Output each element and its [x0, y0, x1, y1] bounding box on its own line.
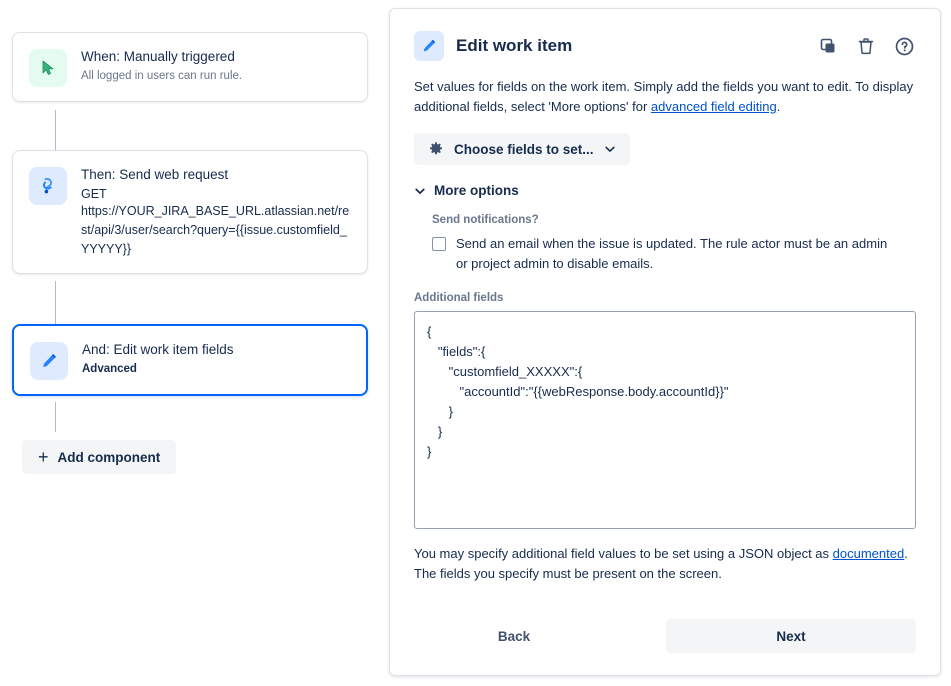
help-icon[interactable] — [892, 34, 916, 58]
panel-header-actions — [816, 34, 916, 58]
helper-text-end: . The fields you specify must be present on the screen. — [414, 546, 908, 581]
rule-node-subtitle: All logged in users can run rule. — [81, 70, 243, 82]
choose-fields-label: Choose fields to set... — [454, 141, 594, 157]
documented-link[interactable]: documented — [832, 546, 905, 561]
send-web-request-icon — [29, 167, 67, 205]
back-button[interactable]: Back — [414, 619, 614, 653]
chain-connector — [55, 281, 56, 325]
advanced-field-editing-link[interactable]: advanced field editing — [650, 99, 777, 114]
rule-node-title: Then: Send web request — [81, 167, 229, 182]
chain-connector — [55, 402, 56, 432]
rule-node-trigger[interactable] — [12, 32, 368, 102]
rule-node-url: https://YOUR_JIRA_BASE_URL.atlassian.net/rest/api/3/user/search?query={{issue.customfield_YYYYY}} — [81, 204, 350, 256]
more-options-label: More options — [434, 183, 519, 198]
rule-node-title: When: Manually triggered — [81, 49, 235, 64]
gear-icon — [428, 141, 444, 157]
send-notifications-checkbox[interactable] — [432, 237, 446, 251]
rule-node-edit-work-item-fields[interactable] — [12, 324, 368, 396]
rule-chain — [0, 0, 388, 686]
pencil-icon — [30, 342, 68, 380]
panel-description — [414, 77, 914, 117]
send-notifications-checkbox-label: Send an email when the issue is updated. The rule actor must be an admin or project admin to disable emails. — [456, 236, 888, 271]
additional-fields-label: Additional fields — [414, 292, 504, 304]
rule-node-subtitle: Advanced — [82, 363, 137, 375]
panel-footer — [414, 619, 916, 653]
chevron-down-icon — [604, 143, 616, 155]
more-options-toggle[interactable] — [414, 183, 916, 198]
plus-icon: + — [38, 447, 49, 467]
cursor-click-icon — [29, 49, 67, 87]
additional-fields-input[interactable] — [414, 311, 916, 529]
rule-node-method: GET — [81, 187, 107, 201]
rule-node-send-web-request[interactable] — [12, 150, 368, 274]
edit-work-item-panel — [389, 8, 941, 676]
rule-node-title: And: Edit work item fields — [82, 342, 234, 357]
send-notifications-section — [414, 214, 916, 274]
panel-header — [414, 31, 916, 61]
add-component-label: Add component — [57, 449, 161, 465]
panel-description-text: Set values for fields on the work item. Simply add the fields you want to edit. To display additional fields, select 'More options' for — [414, 79, 914, 114]
chain-connector — [55, 110, 56, 152]
helper-text-start: You may specify additional field values to be set using a JSON object as — [414, 546, 833, 561]
page-title: Edit work item — [456, 36, 573, 55]
add-component-button[interactable] — [22, 440, 176, 474]
pencil-icon — [414, 31, 444, 61]
send-notifications-label: Send notifications? — [432, 214, 539, 226]
panel-description-text-end: . — [776, 99, 781, 114]
next-button[interactable]: Next — [666, 619, 916, 653]
send-notifications-row[interactable] — [432, 234, 916, 274]
choose-fields-to-set-button[interactable] — [414, 133, 630, 165]
trash-icon[interactable] — [854, 34, 878, 58]
chevron-down-icon — [414, 185, 426, 197]
additional-fields-helper — [414, 544, 914, 584]
copy-icon[interactable] — [816, 34, 840, 58]
